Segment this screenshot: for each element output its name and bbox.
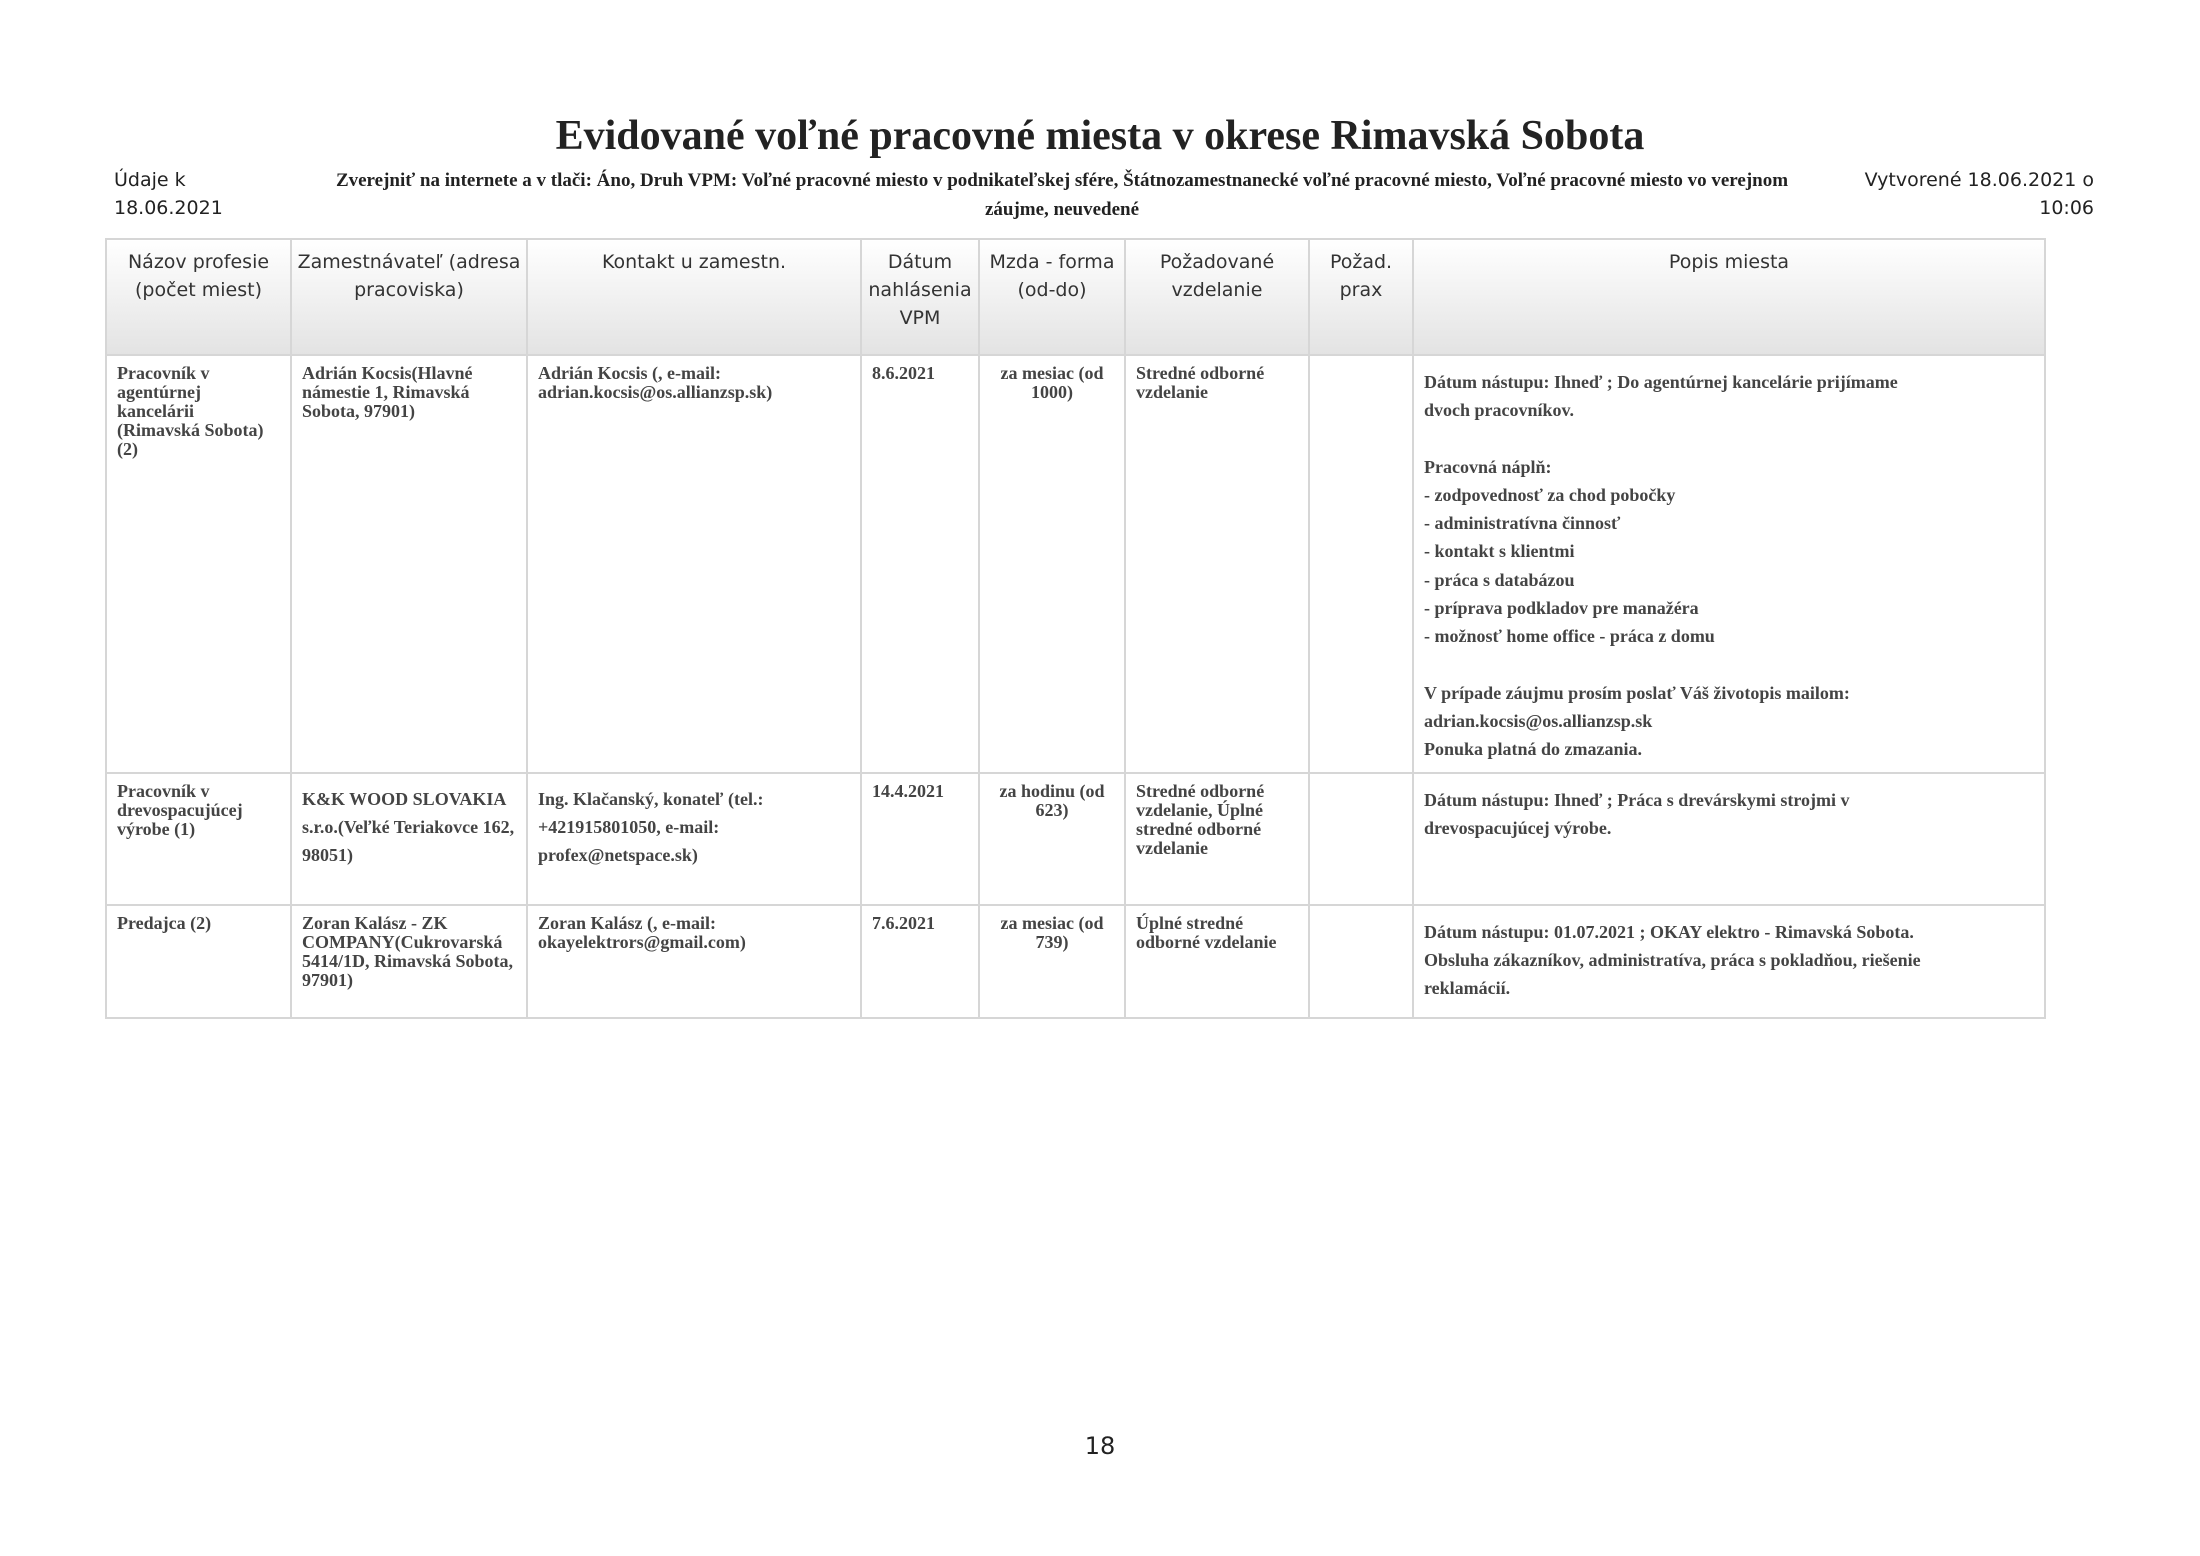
header-contact: Kontakt u zamestn. <box>527 239 861 355</box>
created-timestamp-line-1: Vytvorené 18.06.2021 o <box>1864 169 2094 191</box>
document-title: Evidované voľné pracovné miesta v okrese Rimavská Sobota <box>555 113 1645 159</box>
data-as-of-label: Údaje k <box>114 169 186 191</box>
cell-salary: za mesiac (od 1000) <box>979 355 1125 773</box>
description-line: Obsluha zákazníkov, administratíva, práca s pokladňou, riešenie <box>1424 949 1921 970</box>
table-row <box>106 905 2045 1018</box>
description-line: adrian.kocsis@os.allianzsp.sk <box>1424 710 1653 731</box>
cell-experience <box>1309 905 1413 1018</box>
created-timestamp-line-2: 10:06 <box>2039 197 2094 219</box>
table-row <box>106 773 2045 905</box>
cell-employer: Zoran Kalász - ZK COMPANY(Cukrovarská 5414/1D, Rimavská Sobota, 97901) <box>291 905 527 1018</box>
cell-experience <box>1309 355 1413 773</box>
header-experience: Požad. prax <box>1309 239 1413 355</box>
cell-education: Úplné stredné odborné vzdelanie <box>1125 905 1309 1018</box>
description-line: - zodpovednosť za chod pobočky <box>1424 484 1676 505</box>
data-as-of-date: 18.06.2021 <box>114 197 223 219</box>
cell-education: Stredné odborné vzdelanie, Úplné stredné odborné vzdelanie <box>1125 773 1309 905</box>
filter-criteria <box>262 166 1862 224</box>
description-line: - príprava podkladov pre manažéra <box>1424 598 1699 619</box>
table-row <box>106 355 2045 773</box>
cell-description <box>1413 355 2045 773</box>
description-line: - možnosť home office - práca z domu <box>1424 626 1715 647</box>
description-line: V prípade záujmu prosím poslať Váš životopis mailom: <box>1424 682 1850 703</box>
header-employer: Zamestnávateľ (adresa pracoviska) <box>291 239 527 355</box>
table-header-row <box>106 239 2045 355</box>
cell-salary: za hodinu (od 623) <box>979 773 1125 905</box>
description-line: Dátum nástupu: 01.07.2021 ; OKAY elektro - Rimavská Sobota. <box>1424 921 1914 942</box>
description-line: - administratívna činnosť <box>1424 513 1621 534</box>
description-line: Pracovná náplň: <box>1424 456 1552 477</box>
cell-description <box>1413 905 2045 1018</box>
cell-employer: Adrián Kocsis(Hlavné námestie 1, Rimavská Sobota, 97901) <box>291 355 527 773</box>
cell-education: Stredné odborné vzdelanie <box>1125 355 1309 773</box>
header-description: Popis miesta <box>1413 239 2045 355</box>
cell-profession: Predajca (2) <box>106 905 291 1018</box>
header-profession: Názov profesie (počet miest) <box>106 239 291 355</box>
description-line: Dátum nástupu: Ihneď ; Práca s drevárskymi strojmi v <box>1424 789 1850 810</box>
description-line: Dátum nástupu: Ihneď ; Do agentúrnej kancelárie prijímame <box>1424 372 1898 392</box>
cell-report-date: 14.4.2021 <box>861 773 979 905</box>
cell-report-date: 8.6.2021 <box>861 355 979 773</box>
description-line: Ponuka platná do zmazania. <box>1424 739 1643 760</box>
cell-report-date: 7.6.2021 <box>861 905 979 1018</box>
cell-contact: Ing. Klačanský, konateľ (tel.: +421915801050, e-mail: profex@netspace.sk) <box>527 773 861 905</box>
cell-profession: Pracovník v drevospacujúcej výrobe (1) <box>106 773 291 905</box>
header-report-date: Dátum nahlásenia VPM <box>861 239 979 355</box>
cell-experience <box>1309 773 1413 905</box>
cell-salary: za mesiac (od 739) <box>979 905 1125 1018</box>
page-number: 18 <box>1084 1432 1116 1460</box>
cell-contact: Adrián Kocsis (, e-mail: adrian.kocsis@os.allianzsp.sk) <box>527 355 861 773</box>
header-salary: Mzda - forma (od-do) <box>979 239 1125 355</box>
data-as-of <box>114 166 254 222</box>
description-line: reklamácií. <box>1424 978 1511 999</box>
description-line <box>1424 651 2034 679</box>
filter-criteria-line-2: záujme, neuvedené <box>984 199 1140 220</box>
description-line: drevospacujúcej výrobe. <box>1424 817 1612 838</box>
cell-description <box>1413 773 2045 905</box>
cell-profession: Pracovník v agentúrnej kancelárii (Rimavská Sobota) (2) <box>106 355 291 773</box>
cell-contact: Zoran Kalász (, e-mail: okayelektrors@gmail.com) <box>527 905 861 1018</box>
filter-criteria-line-1: Zverejniť na internete a v tlači: Áno, Druh VPM: Voľné pracovné miesto v podnikateľskej sfére, Štátnozamestnanecké voľné pracovné miesto, Voľné pracovné miesto vo verejnom <box>335 170 1789 191</box>
created-timestamp <box>1860 166 2094 222</box>
vacancies-table <box>105 238 2046 1019</box>
description-line: - kontakt s klientmi <box>1424 541 1575 562</box>
header-education: Požadované vzdelanie <box>1125 239 1309 355</box>
description-line: dvoch pracovníkov. <box>1424 400 1575 421</box>
description-line: - práca s databázou <box>1424 569 1575 590</box>
description-line <box>1424 425 2034 453</box>
cell-employer: K&K WOOD SLOVAKIA s.r.o.(Veľké Teriakovce 162, 98051) <box>291 773 527 905</box>
